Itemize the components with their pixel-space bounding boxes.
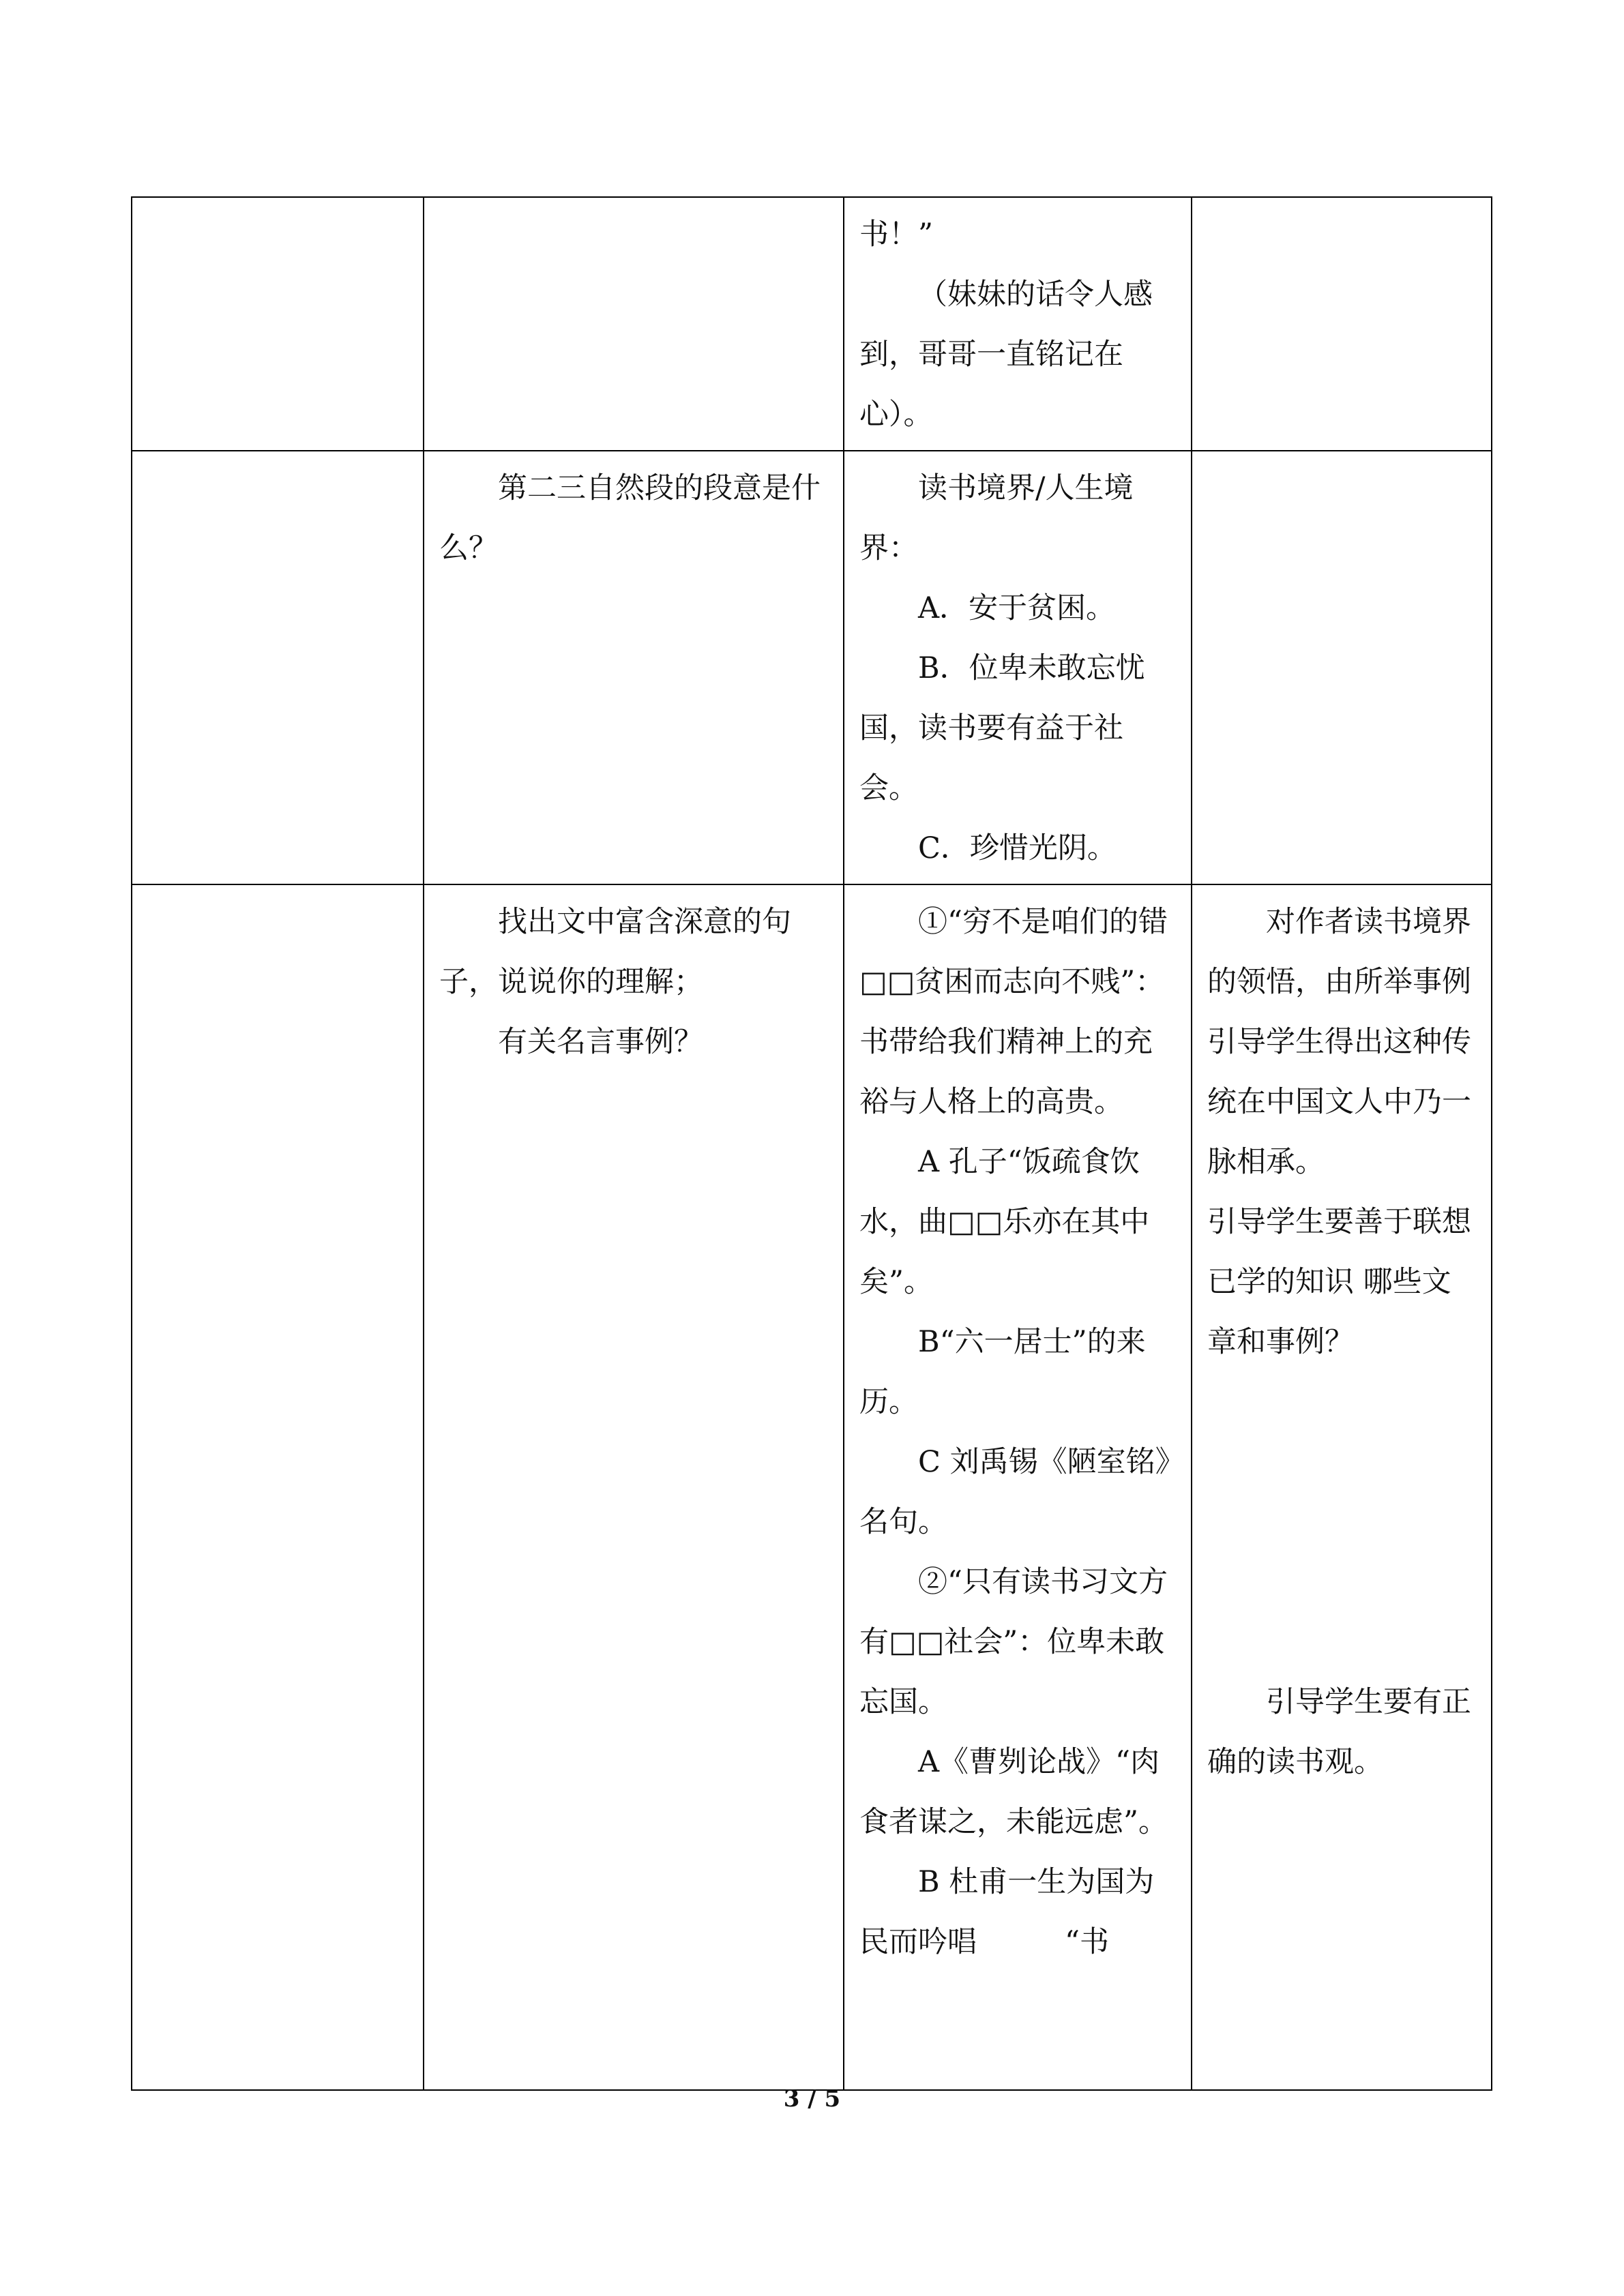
- table-cell: [132, 884, 424, 2090]
- table-cell: [1192, 451, 1492, 884]
- page-number: 3 / 5: [783, 2085, 841, 2113]
- cell-paragraph: 读书境界/人生境界：: [859, 471, 1134, 565]
- table-cell: [1192, 197, 1492, 451]
- cell-paragraph: A 孔子“饭疏食饮水，曲□□乐亦在其中矣”。: [859, 1145, 1150, 1299]
- cell-paragraph: 第二三自然段的段意是什么？: [439, 471, 821, 565]
- cell-paragraph: 书！”: [859, 218, 933, 252]
- cell-paragraph: B“六一居士”的来历。: [859, 1325, 1146, 1419]
- table-cell: [132, 451, 424, 884]
- table-cell: [844, 197, 1192, 451]
- table-cell: [132, 197, 424, 451]
- table-cell: [844, 451, 1192, 884]
- cell-paragraph: 有关名言事例？: [498, 1025, 703, 1059]
- table-cell: [1192, 884, 1492, 2090]
- table-cell: [844, 884, 1192, 2090]
- table-row: [132, 884, 1492, 2090]
- cell-paragraph: 引导学生要有正确的读书观。: [1207, 1685, 1471, 1779]
- cell-paragraph: ②“只有读书习文方有□□社会”：位卑未敢忘国。: [859, 1565, 1168, 1719]
- cell-spacer: [1207, 1372, 1476, 1672]
- cell-paragraph: （妹妹的话令人感到，哥哥一直铭记在心）。: [859, 278, 1153, 432]
- cell-paragraph: B．位卑未敢忘忧国，读书要有益于社会。: [859, 651, 1145, 805]
- cell-paragraph: 引导学生要善于联想已学的知识 哪些文章和事例？: [1207, 1205, 1471, 1359]
- table-cell: [424, 884, 844, 2090]
- table-row: [132, 197, 1492, 451]
- cell-paragraph: C．珍惜光阴。: [918, 831, 1117, 865]
- table-cell: [424, 451, 844, 884]
- cell-paragraph: B 杜甫一生为国为民而吟唱 “书: [859, 1865, 1155, 1959]
- cell-paragraph: ①“穷不是咱们的错□□贫困而志向不贱”：书带给我们精神上的充裕与人格上的高贵。: [859, 905, 1168, 1119]
- table-cell: [424, 197, 844, 451]
- cell-paragraph: 对作者读书境界的领悟，由所举事例引导学生得出这种传统在中国文人中乃一脉相承。: [1207, 905, 1471, 1179]
- cell-paragraph: A．安于贫困。: [918, 591, 1116, 625]
- cell-paragraph: 找出文中富含深意的句子，说说你的理解；: [439, 905, 791, 999]
- cell-paragraph: C 刘禹锡《陋室铭》名句。: [859, 1445, 1170, 1539]
- table-row: [132, 451, 1492, 884]
- cell-paragraph: A《曹刿论战》“肉食者谋之，未能远虑”。: [859, 1745, 1168, 1839]
- lesson-plan-table: [131, 196, 1492, 2091]
